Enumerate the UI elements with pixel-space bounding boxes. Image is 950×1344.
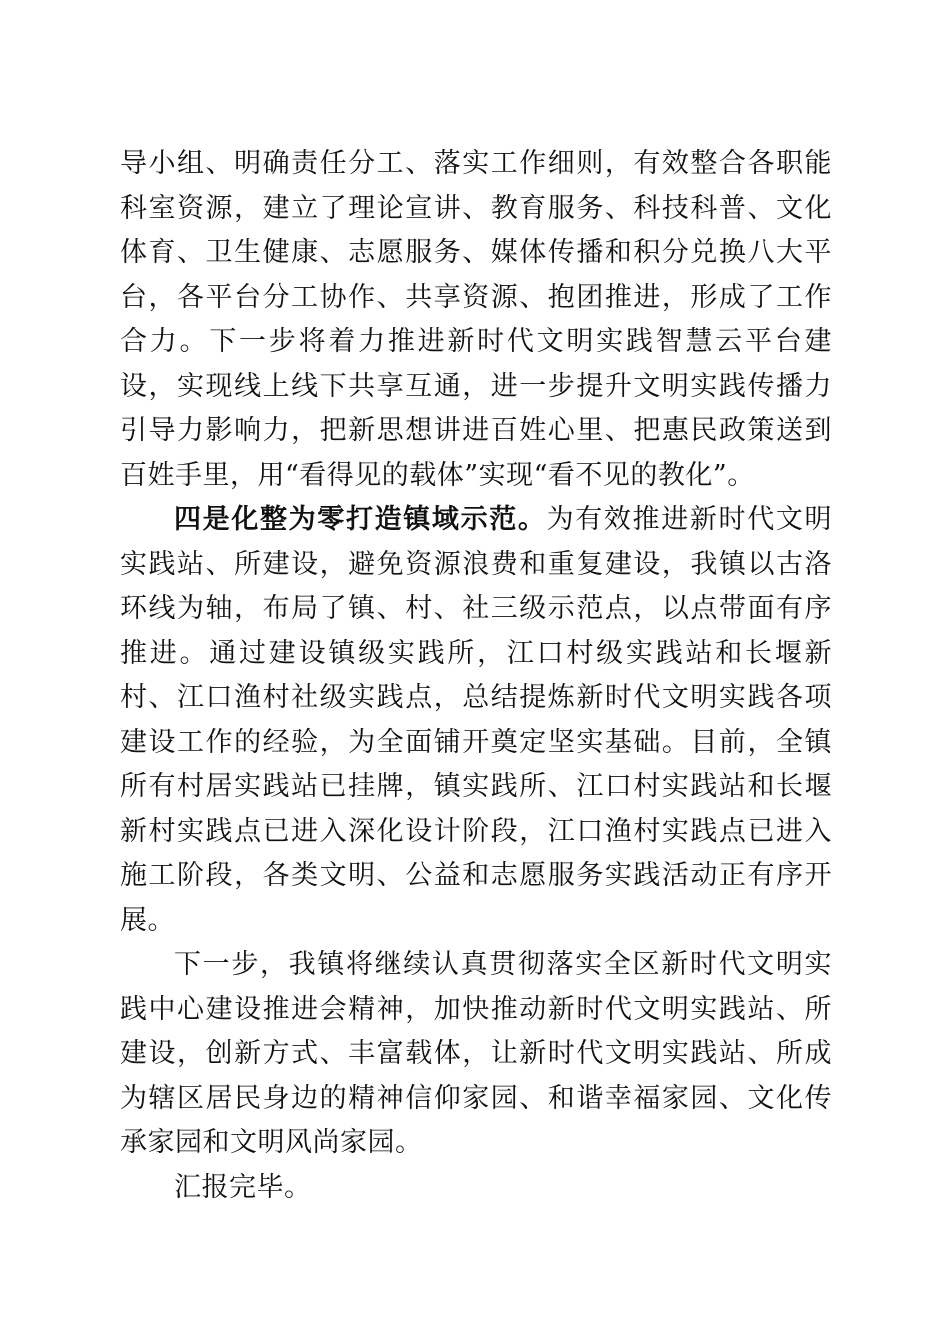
paragraph-lead-heading: 四是化整为零打造镇域示范。: [174, 504, 547, 535]
document-body: [120, 142, 832, 1210]
paragraph-body-text: 为有效推进新时代文明实践站、所建设，避免资源浪费和重复建设，我镇以古洛环线为轴，布局了镇、村、社三级示范点，以点带面有序推进。通过建设镇级实践所，江口村级实践站和长堰新村、江口渔村社级实践点，总结提炼新时代文明实践各项建设工作的经验，为全面铺开奠定坚实基础。目前，全镇所有村居实践站已挂牌，镇实践所、江口村实践站和长堰新村实践点已进入深化设计阶段，江口渔村实践点已进入施工阶段，各类文明、公益和志愿服务实践活动正有序开展。: [120, 504, 833, 936]
paragraph-next-step: 下一步，我镇将继续认真贯彻落实全区新时代文明实践中心建设推进会精神，加快推动新时代文明实践站、所建设，创新方式、丰富载体，让新时代文明实践站、所成为辖区居民身边的精神信仰家园、和谐幸福家园、文化传承家园和文明风尚家园。: [120, 949, 832, 1158]
paragraph-closing: 汇报完毕。: [174, 1171, 312, 1203]
paragraph-point-four: [120, 498, 832, 943]
paragraph-continued: 导小组、明确责任分工、落实工作细则，有效整合各职能科室资源，建立了理论宣讲、教育服务、科技科普、文化体育、卫生健康、志愿服务、媒体传播和积分兑换八大平台，各平台分工协作、共享资源、抱团推进，形成了工作合力。下一步将着力推进新时代文明实践智慧云平台建设，实现线上线下共享互通，进一步提升文明实践传播力引导力影响力，把新思想讲进百姓心里、把惠民政策送到百姓手里，用“看得见的载体”实现“看不见的教化”。: [120, 148, 832, 491]
